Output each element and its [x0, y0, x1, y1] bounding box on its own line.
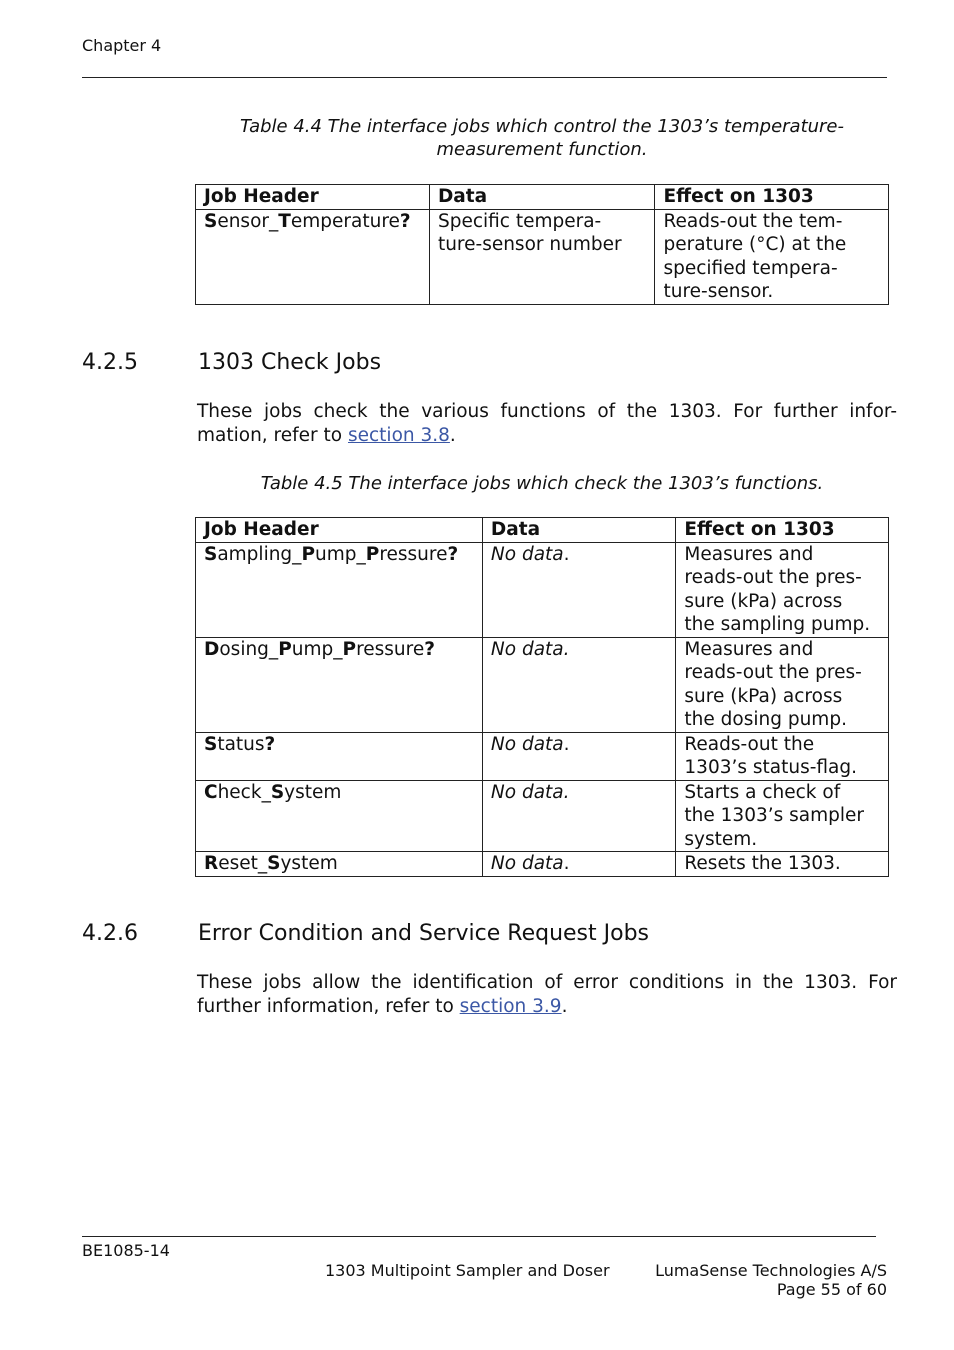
- table-4-5: [195, 517, 889, 877]
- header-job: Job Header: [196, 185, 430, 210]
- effect-cell: [676, 637, 889, 732]
- header-data: Data: [429, 185, 655, 210]
- job-part: eset_: [218, 853, 268, 874]
- table-4-4: [195, 184, 889, 305]
- job-part: ?: [399, 210, 411, 232]
- effect-line: Reads-out the: [684, 733, 815, 755]
- data-cell: [482, 780, 675, 852]
- product-name: 1303 Multipoint Sampler and Doser: [325, 1261, 610, 1280]
- job-part: P: [278, 638, 292, 660]
- data-line: ture-sensor number: [437, 234, 622, 255]
- job-part: R: [204, 853, 219, 874]
- job-header-cell: [196, 852, 483, 877]
- table-4-4-caption-line1: Table 4.4 The interface jobs which control the 1303’s temperature-: [239, 116, 845, 137]
- effect-line: the sampling pump.: [684, 614, 871, 635]
- table-row: [196, 732, 889, 780]
- paragraph-end: .: [449, 425, 456, 446]
- effect-line: Measures and: [684, 638, 814, 660]
- effect-cell: [676, 732, 889, 780]
- section-4-2-6-paragraph: [197, 971, 897, 1019]
- job-part: ressure: [379, 543, 448, 565]
- job-part: ?: [424, 638, 435, 660]
- chapter-label: Chapter 4: [82, 36, 162, 55]
- job-part: S: [267, 853, 281, 874]
- effect-line: sure (kPa) across: [684, 685, 843, 707]
- job-part: C: [204, 781, 218, 803]
- job-part: emperature: [290, 210, 400, 232]
- table-row: [196, 780, 889, 852]
- data-value: No data.: [490, 781, 570, 803]
- effect-cell: [655, 209, 889, 304]
- table-row: [196, 637, 889, 732]
- section-title: Error Condition and Service Request Jobs: [198, 921, 650, 946]
- data-value: No data.: [490, 638, 570, 660]
- data-suffix: .: [563, 543, 570, 565]
- job-part: ressure: [356, 638, 425, 660]
- job-part: ampling_: [217, 543, 302, 565]
- header-effect: Effect on 1303: [676, 518, 889, 543]
- effect-line: sure (kPa) across: [684, 590, 843, 612]
- company-name: LumaSense Technologies A/S: [655, 1261, 887, 1280]
- table-4-5-caption: Table 4.5 The interface jobs which check the 1303’s functions.: [260, 473, 824, 494]
- job-part: heck_: [217, 781, 271, 803]
- data-cell: [482, 732, 675, 780]
- job-header-cell: [196, 542, 483, 637]
- job-part: S: [204, 733, 218, 755]
- effect-line: Reads-out the tem-: [663, 210, 843, 232]
- table-row: [196, 852, 889, 877]
- table-header-row: [196, 518, 889, 543]
- job-header-cell: [196, 732, 483, 780]
- data-cell: [482, 852, 675, 877]
- effect-line: Measures and: [684, 543, 814, 565]
- job-part: T: [278, 210, 291, 232]
- table-4-4-caption-line2: measurement function.: [436, 139, 648, 160]
- data-cell: [482, 637, 675, 732]
- data-value: No data: [490, 853, 564, 874]
- effect-line: the 1303’s sampler: [684, 805, 864, 826]
- job-part: ump_: [315, 543, 366, 565]
- header-data: Data: [482, 518, 675, 543]
- effect-cell: [676, 852, 889, 877]
- header-effect: Effect on 1303: [655, 185, 889, 210]
- job-part: ystem: [284, 781, 342, 803]
- data-value: No data: [490, 543, 564, 565]
- header-job: Job Header: [196, 518, 483, 543]
- section-3-8-link[interactable]: section 3.8: [347, 425, 450, 446]
- section-heading-4-2-6: [82, 921, 888, 951]
- paragraph-text: These jobs allow the identification of error conditions in the 1303. For further information, refer to: [197, 972, 897, 1017]
- footer-divider: [82, 1236, 876, 1237]
- effect-line: Resets the 1303.: [684, 853, 841, 874]
- section-number: 4.2.6: [82, 921, 138, 946]
- job-part: S: [270, 781, 285, 803]
- document-id: BE1085-14: [82, 1241, 170, 1260]
- job-part: ump_: [291, 638, 343, 660]
- section-title: 1303 Check Jobs: [198, 350, 382, 375]
- section-number: 4.2.5: [82, 350, 138, 375]
- data-cell: [429, 209, 655, 304]
- job-part: ?: [447, 543, 459, 565]
- table-header-row: [196, 185, 889, 210]
- job-part: ystem: [280, 853, 338, 874]
- effect-line: system.: [684, 828, 758, 850]
- job-part: P: [342, 638, 357, 660]
- section-4-2-5-paragraph: [197, 400, 897, 448]
- effect-cell: [676, 780, 889, 852]
- data-cell: [482, 542, 675, 637]
- job-part: ?: [264, 733, 276, 755]
- table-row: [196, 542, 889, 637]
- section-heading-4-2-5: [82, 350, 888, 380]
- data-line: Specific tempera-: [437, 210, 602, 232]
- table-row: [196, 209, 889, 304]
- job-part: P: [301, 543, 315, 565]
- effect-line: Starts a check of: [684, 781, 841, 803]
- effect-line: specified tempera-: [663, 257, 838, 279]
- job-part: tatus: [217, 733, 265, 755]
- data-suffix: .: [563, 733, 570, 755]
- paragraph-end: .: [561, 996, 568, 1017]
- data-value: No data: [490, 733, 564, 755]
- effect-line: reads-out the pres-: [684, 567, 862, 588]
- job-part: ensor_: [217, 210, 279, 232]
- paragraph-text: These jobs check the various functions of the 1303. For further infor-mation, refer to: [197, 401, 897, 446]
- section-3-9-link[interactable]: section 3.9: [459, 996, 562, 1017]
- header-divider: [82, 77, 887, 78]
- effect-line: the dosing pump.: [684, 709, 847, 730]
- effect-line: perature (°C) at the: [663, 234, 847, 255]
- job-header-cell: [196, 209, 430, 304]
- job-part: osing_: [219, 638, 279, 660]
- table-4-4-caption: [196, 115, 888, 161]
- effect-cell: [676, 542, 889, 637]
- job-part: D: [204, 638, 220, 660]
- job-part: S: [204, 210, 218, 232]
- job-part: S: [204, 543, 218, 565]
- job-part: P: [365, 543, 380, 565]
- job-header-cell: [196, 637, 483, 732]
- effect-line: 1303’s status-flag.: [684, 757, 858, 778]
- job-header-cell: [196, 780, 483, 852]
- effect-line: ture-sensor.: [663, 281, 774, 302]
- data-suffix: .: [563, 853, 570, 874]
- effect-line: reads-out the pres-: [684, 662, 862, 683]
- page-number: Page 55 of 60: [776, 1280, 887, 1299]
